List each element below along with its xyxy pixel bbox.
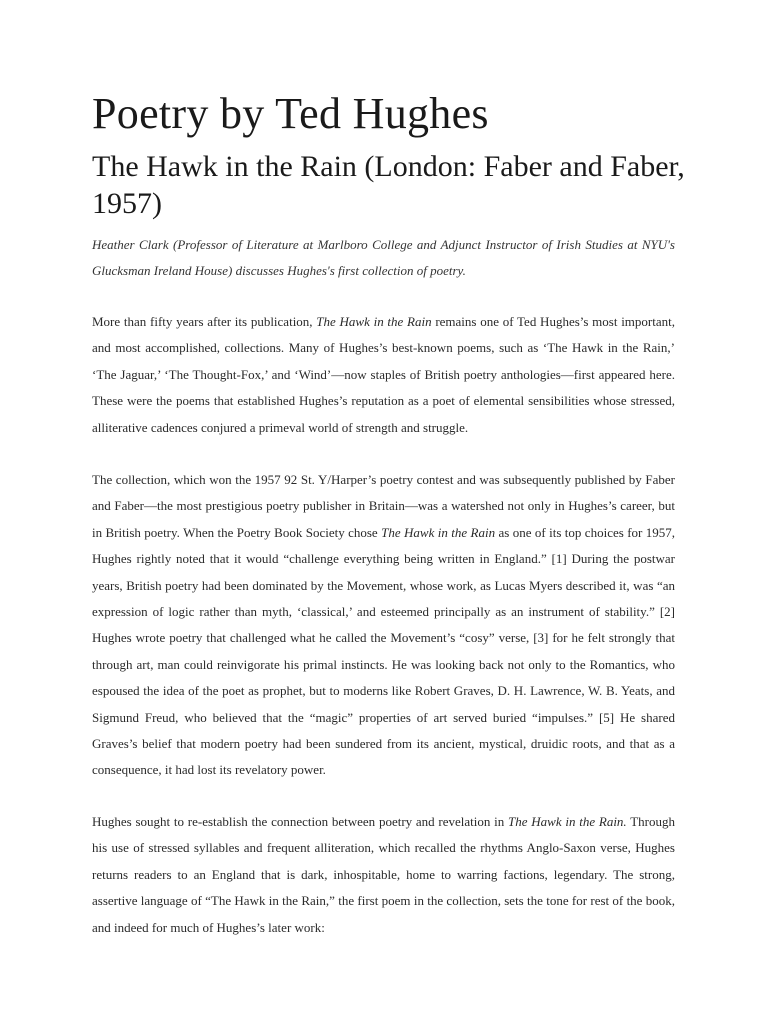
paragraph-1-book-title: The Hawk in the Rain [316, 314, 432, 329]
paragraph-3-text-a: Hughes sought to re-establish the connection between poetry and revelation in [92, 814, 509, 829]
paragraph-1-text-a: More than fifty years after its publication, [92, 314, 317, 329]
paragraph-3 [92, 809, 675, 941]
paragraph-2-text-a: The collection, which won the 1957 92 St. Y/Harper’s poetry contest and was subsequently published by Faber and Faber—the most prestigious poetry publisher in Britain—was a watershed not only in Hughes’s career, but in British poetry. When the Poetry Book Society chose [92, 472, 675, 540]
paragraph-2 [92, 467, 675, 784]
book-subtitle: The Hawk in the Rain (London: Faber and Faber, 1957) [92, 150, 685, 220]
paragraph-1-text-b: remains one of Ted Hughes’s most important, and most accomplished, collections. Many of Hughes’s best-known poems, such as ‘The Hawk in the Rain,’ ‘The Jaguar,’ ‘The Thought-Fox,’ and ‘Wind’—now staples of British poetry anthologies—first appeared here. These were the poems that established Hughes’s reputation as a poet of elemental sensibilities whose stressed, alliterative cadences conjured a primeval world of strength and struggle. [92, 314, 675, 435]
intro-note: Heather Clark (Professor of Literature at Marlboro College and Adjunct Instructor of Irish Studies at NYU's Glucksman Ireland House) discusses Hughes's first collection of poetry. [92, 237, 675, 279]
paragraph-3-text-b: Through his use of stressed syllables and frequent alliteration, which recalled the rhythms Anglo-Saxon verse, Hughes returns readers to an England that is dark, inhospitable, home to warring factions, legendary. The strong, assertive language of “The Hawk in the Rain,” the first poem in the collection, sets the tone for rest of the book, and indeed for much of Hughes’s later work: [92, 814, 675, 935]
page-title: Poetry by Ted Hughes [92, 89, 489, 138]
paragraph-2-book-title: The Hawk in the Rain [381, 524, 496, 540]
paragraph-1 [92, 309, 675, 441]
paragraph-2-text-b: as one of its top choices for 1957, Hughes rightly noted that it would “challenge everything being written in England.” [1] During the postwar years, British poetry had been dominated by the Movement, whose work, as Lucas Myers described it, was “an expression of logic rather than myth, ‘classical,’ and esteemed principally as an instrument of stability.” [2] Hughes wrote poetry that challenged what he called the Movement’s “cosy” verse, [3] for he felt strongly that through art, man could reinvigorate his primal instincts. He was looking back not only to the Romantics, who espoused the idea of the poet as prophet, but to moderns like Robert Graves, D. H. Lawrence, W. B. Yeats, and Sigmund Freud, who believed that the “magic” properties of art served buried “impulses.” [5] He shared Graves’s belief that modern poetry had been sundered from its ancient, mystical, druidic roots, and that as a consequence, it had lost its revelatory power. [92, 524, 675, 778]
paragraph-3-book-title: The Hawk in the Rain. [508, 814, 627, 829]
